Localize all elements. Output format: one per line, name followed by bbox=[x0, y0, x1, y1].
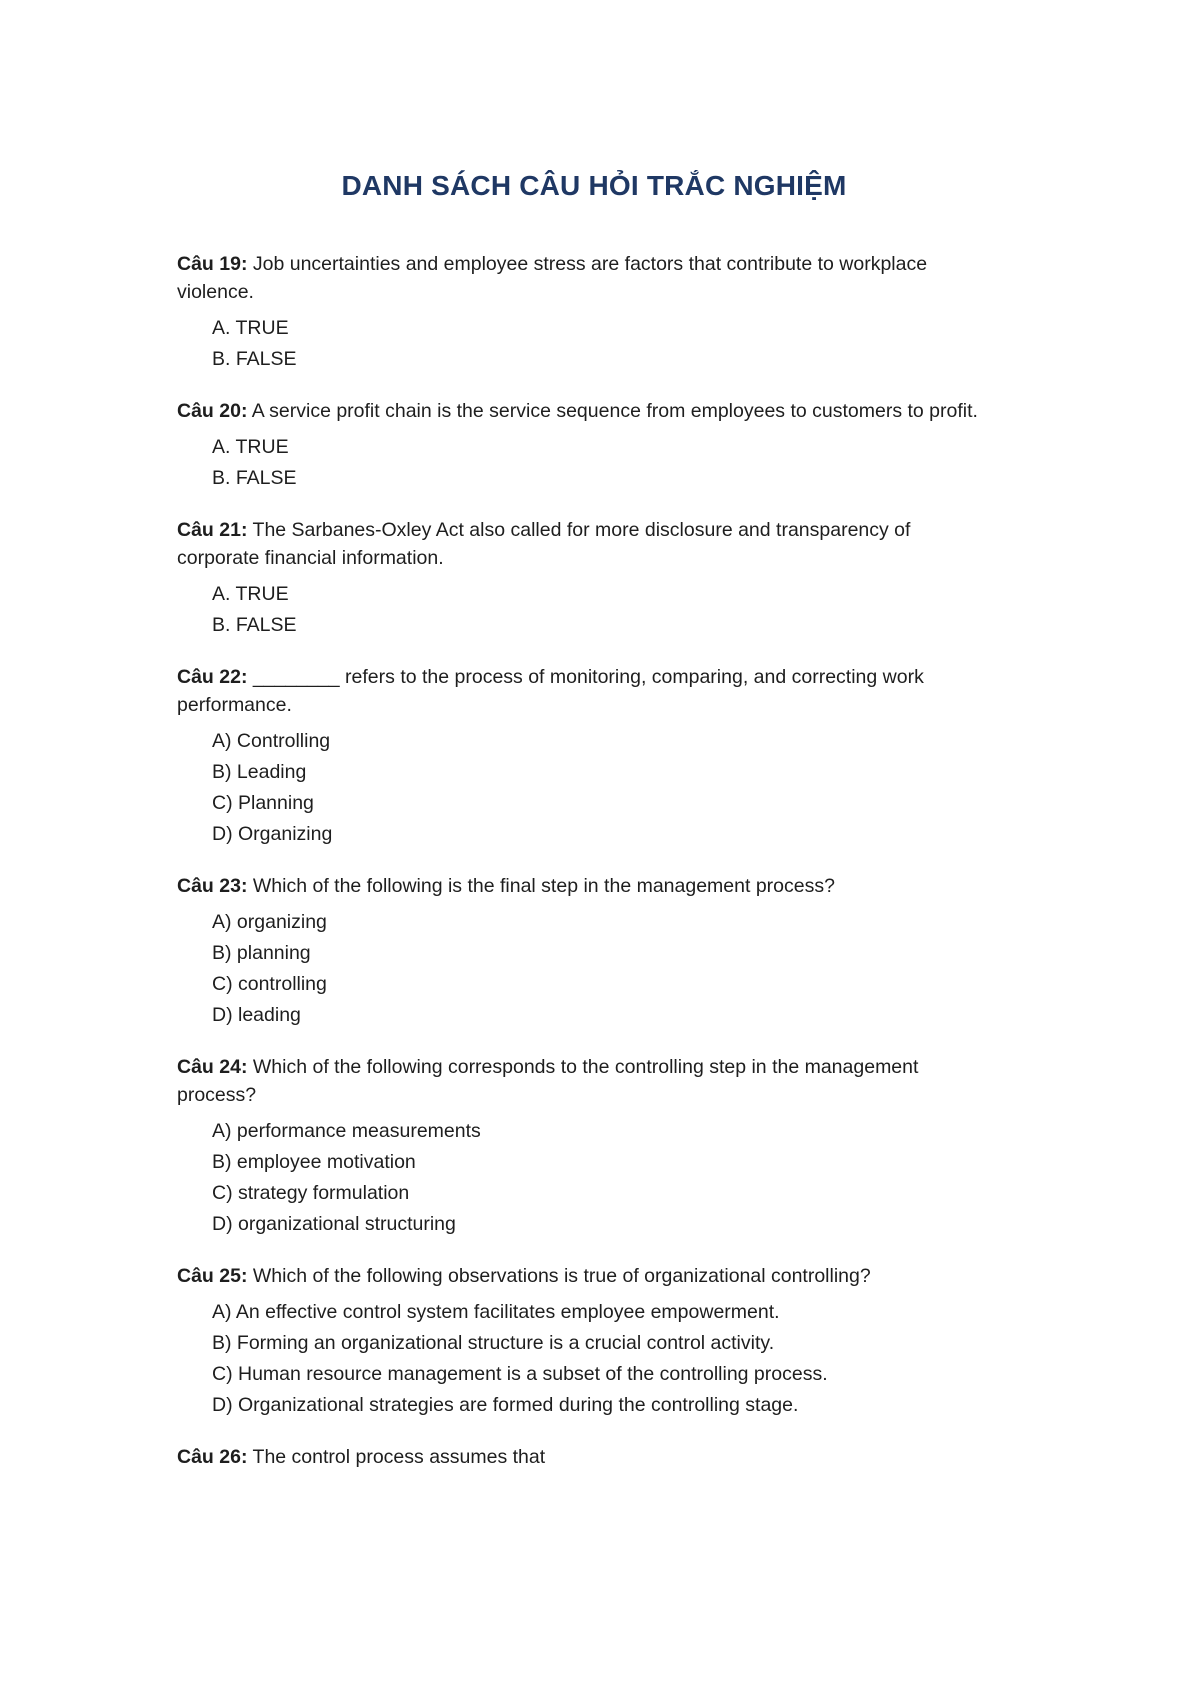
option-list bbox=[177, 1297, 997, 1421]
option-item: C) Human resource management is a subset of the controlling process. bbox=[212, 1363, 828, 1385]
option-item: A) An effective control system facilitates employee empowerment. bbox=[212, 1301, 780, 1323]
question-text bbox=[177, 1053, 997, 1109]
option-item: B) Forming an organizational structure is a crucial control activity. bbox=[212, 1332, 775, 1354]
question-label: Câu 22: bbox=[177, 666, 248, 688]
question-text bbox=[177, 1443, 997, 1471]
option-item: B. FALSE bbox=[212, 467, 297, 489]
question-body: A service profit chain is the service sequence from employees to customers to profit. bbox=[251, 400, 978, 422]
option-item: A. TRUE bbox=[212, 583, 289, 605]
question-26 bbox=[177, 1443, 997, 1471]
question-label: Câu 23: bbox=[177, 875, 248, 897]
question-body: Job uncertainties and employee stress are factors that contribute to workplace violence. bbox=[177, 253, 928, 303]
option-item: B. FALSE bbox=[212, 348, 297, 370]
option-item: A) Controlling bbox=[212, 730, 331, 752]
option-item: C) strategy formulation bbox=[212, 1182, 410, 1204]
question-21 bbox=[177, 516, 997, 641]
question-24 bbox=[177, 1053, 997, 1240]
question-body: ________ refers to the process of monitoring, comparing, and correcting work performance. bbox=[177, 666, 924, 716]
question-text bbox=[177, 663, 997, 719]
option-list bbox=[177, 1116, 997, 1240]
option-list bbox=[177, 907, 997, 1031]
option-list bbox=[177, 432, 997, 494]
option-list bbox=[177, 313, 997, 375]
question-label: Câu 21: bbox=[177, 519, 248, 541]
document-page bbox=[177, 170, 997, 1493]
option-item: D) leading bbox=[212, 1004, 301, 1026]
question-label: Câu 24: bbox=[177, 1056, 248, 1078]
page-title: DANH SÁCH CÂU HỎI TRẮC NGHIỆM bbox=[341, 170, 847, 201]
question-label: Câu 20: bbox=[177, 400, 248, 422]
option-item: B) planning bbox=[212, 942, 311, 964]
question-body: Which of the following is the final step in the management process? bbox=[252, 875, 835, 897]
question-text bbox=[177, 516, 997, 572]
option-item: D) Organizational strategies are formed during the controlling stage. bbox=[212, 1394, 799, 1416]
option-list bbox=[177, 579, 997, 641]
question-22 bbox=[177, 663, 997, 850]
option-item: D) organizational structuring bbox=[212, 1213, 456, 1235]
question-body: The Sarbanes-Oxley Act also called for more disclosure and transparency of corporate financial information. bbox=[177, 519, 911, 569]
option-item: D) Organizing bbox=[212, 823, 333, 845]
question-20 bbox=[177, 397, 997, 494]
question-body: The control process assumes that bbox=[252, 1446, 546, 1468]
question-label: Câu 19: bbox=[177, 253, 248, 275]
option-item: B. FALSE bbox=[212, 614, 297, 636]
option-item: A) performance measurements bbox=[212, 1120, 481, 1142]
question-body: Which of the following observations is true of organizational controlling? bbox=[252, 1265, 871, 1287]
question-19 bbox=[177, 250, 997, 375]
question-text bbox=[177, 397, 997, 425]
question-text bbox=[177, 250, 997, 306]
question-text bbox=[177, 872, 997, 900]
option-item: A) organizing bbox=[212, 911, 327, 933]
option-item: A. TRUE bbox=[212, 317, 289, 339]
option-item: B) Leading bbox=[212, 761, 307, 783]
option-item: C) controlling bbox=[212, 973, 327, 995]
question-23 bbox=[177, 872, 997, 1031]
option-list bbox=[177, 726, 997, 850]
option-item: C) Planning bbox=[212, 792, 314, 814]
question-label: Câu 26: bbox=[177, 1446, 248, 1468]
question-text bbox=[177, 1262, 997, 1290]
question-body: Which of the following corresponds to the controlling step in the management process? bbox=[177, 1056, 919, 1106]
question-label: Câu 25: bbox=[177, 1265, 248, 1287]
question-25 bbox=[177, 1262, 997, 1421]
option-item: A. TRUE bbox=[212, 436, 289, 458]
option-item: B) employee motivation bbox=[212, 1151, 416, 1173]
